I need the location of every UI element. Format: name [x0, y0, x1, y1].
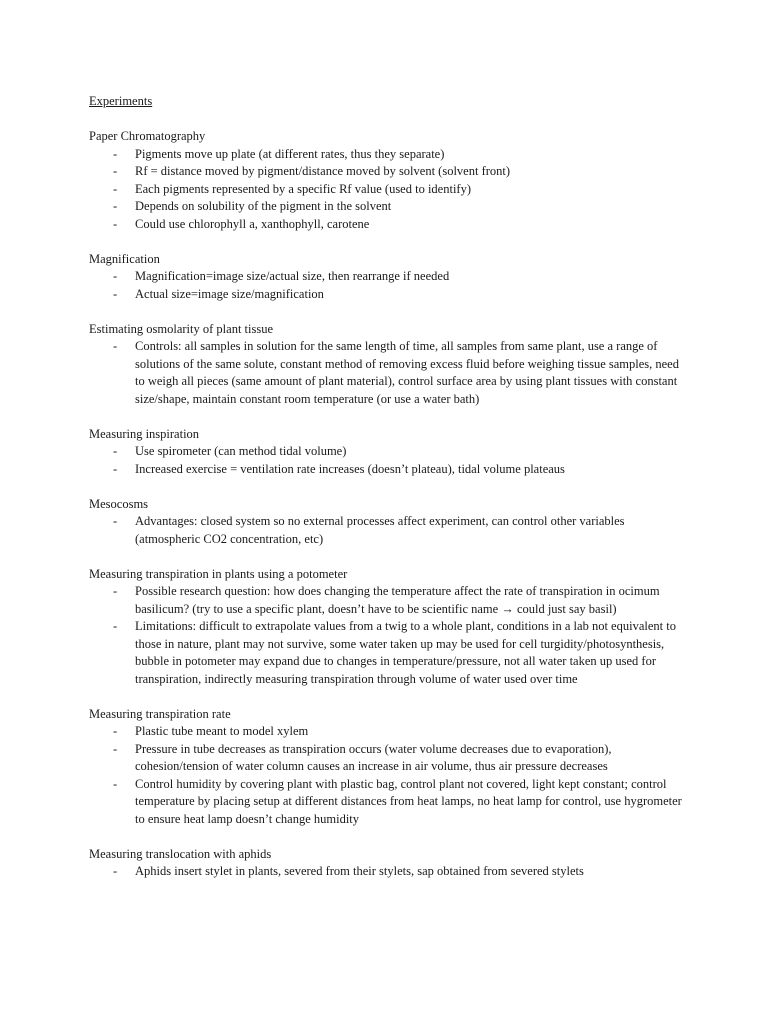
bullet-list	[89, 513, 689, 548]
list-item	[89, 268, 689, 286]
section-heading: Paper Chromatography	[89, 129, 206, 143]
list-item-text: Limitations: difficult to extrapolate values from a twig to a whole plant, conditions in a lab not equivalent to those in nature, plant may not survive, some water taken up may be used for cell turgidity/photosynthesis, bubble in potometer may expand due to changes in temperature/pressure, not all water taken up used for transpiration, indirectly measuring transpiration through volume of water used over time	[135, 619, 676, 686]
bullet-dash: -	[113, 199, 118, 213]
section	[89, 321, 689, 409]
section-heading: Measuring translocation with aphids	[89, 846, 272, 861]
list-item-text: Control humidity by covering plant with plastic bag, control plant not covered, light kept constant; control temperature by placing setup at different distances from heat lamps, no heat lamp for control, use hygrometer to ensure heat lamp doesn’t change humidity	[135, 776, 682, 826]
list-item	[89, 776, 689, 829]
bullet-dash: -	[113, 864, 118, 878]
list-item-text: Pressure in tube decreases as transpiration occurs (water volume decreases due to evaporation), cohesion/tension of water column causes an increase in air volume, thus air pressure decreases	[135, 741, 612, 773]
list-item-text: Depends on solubility of the pigment in the solvent	[135, 199, 392, 213]
bullet-dash: -	[113, 286, 118, 301]
list-item-text: Plastic tube meant to model xylem	[135, 724, 309, 738]
section	[89, 706, 689, 829]
bullet-dash: -	[113, 741, 118, 756]
bullet-list	[89, 338, 689, 408]
document-content	[89, 93, 689, 898]
section	[89, 251, 689, 304]
section	[89, 426, 689, 479]
list-item	[89, 461, 689, 479]
bullet-dash: -	[113, 776, 118, 791]
section-heading: Estimating osmolarity of plant tissue	[89, 321, 274, 336]
list-item-text: Each pigments represented by a specific Rf value (used to identify)	[135, 181, 471, 196]
bullet-dash: -	[113, 216, 118, 231]
section	[89, 128, 689, 233]
bullet-list	[89, 863, 689, 881]
bullet-dash: -	[113, 146, 118, 161]
list-item	[89, 216, 689, 234]
list-item	[89, 583, 689, 618]
list-item-text: Aphids insert stylet in plants, severed from their stylets, sap obtained from severed stylets	[135, 864, 584, 878]
list-item	[89, 146, 689, 164]
section-heading: Measuring transpiration rate	[89, 706, 231, 721]
bullet-dash: -	[113, 461, 118, 476]
list-item	[89, 163, 689, 181]
list-item-text: Pigments move up plate (at different rates, thus they separate)	[135, 146, 445, 161]
bullet-dash: -	[113, 619, 118, 633]
bullet-dash: -	[113, 164, 118, 178]
section-heading: Mesocosms	[89, 496, 149, 511]
list-item	[89, 286, 689, 304]
section	[89, 566, 689, 689]
list-item-text: Possible research question: how does changing the temperature affect the rate of transpiration in ocimum basilicum? (try to use a specific plant, doesn’t have to be scientific name → could just say basil)	[135, 584, 660, 616]
sections-container	[89, 128, 689, 881]
bullet-list	[89, 583, 689, 688]
section-heading: Measuring transpiration in plants using a potometer	[89, 566, 348, 581]
section	[89, 496, 689, 549]
bullet-list	[89, 723, 689, 828]
bullet-dash: -	[113, 514, 118, 528]
bullet-list	[89, 443, 689, 478]
bullet-list	[89, 146, 689, 234]
list-item-text: Increased exercise = ventilation rate increases (doesn’t plateau), tidal volume plateaus	[135, 461, 565, 476]
list-item-text: Could use chlorophyll a, xanthophyll, carotene	[135, 216, 370, 231]
list-item	[89, 198, 689, 216]
section	[89, 846, 689, 881]
list-item-text: Advantages: closed system so no external processes affect experiment, can control other variables (atmospheric CO2 concentration, etc)	[135, 514, 625, 546]
list-item	[89, 741, 689, 776]
bullet-dash: -	[113, 584, 118, 598]
document-title: Experiments	[89, 94, 153, 108]
bullet-dash: -	[113, 181, 118, 196]
list-item-text: Use spirometer (can method tidal volume)	[135, 444, 347, 458]
list-item	[89, 863, 689, 881]
bullet-dash: -	[113, 339, 118, 353]
bullet-dash: -	[113, 269, 118, 283]
list-item	[89, 181, 689, 199]
list-item-text: Magnification=image size/actual size, then rearrange if needed	[135, 269, 450, 283]
section-heading: Magnification	[89, 251, 160, 266]
list-item	[89, 723, 689, 741]
bullet-list	[89, 268, 689, 303]
list-item-text: Controls: all samples in solution for the same length of time, all samples from same plant, use a range of solutions of the same solute, constant method of removing excess fluid before weighing tissue samples, need to weigh all pieces (same amount of plant material), control surface area by using plant tissues with constant size/shape, maintain constant room temperature (or use a water bath)	[135, 339, 679, 406]
bullet-dash: -	[113, 724, 118, 738]
list-item	[89, 618, 689, 688]
section-heading: Measuring inspiration	[89, 426, 200, 441]
bullet-dash: -	[113, 444, 118, 458]
list-item	[89, 513, 689, 548]
list-item	[89, 443, 689, 461]
list-item-text: Actual size=image size/magnification	[135, 286, 324, 301]
list-item	[89, 338, 689, 408]
list-item-text: Rf = distance moved by pigment/distance moved by solvent (solvent front)	[135, 164, 511, 178]
